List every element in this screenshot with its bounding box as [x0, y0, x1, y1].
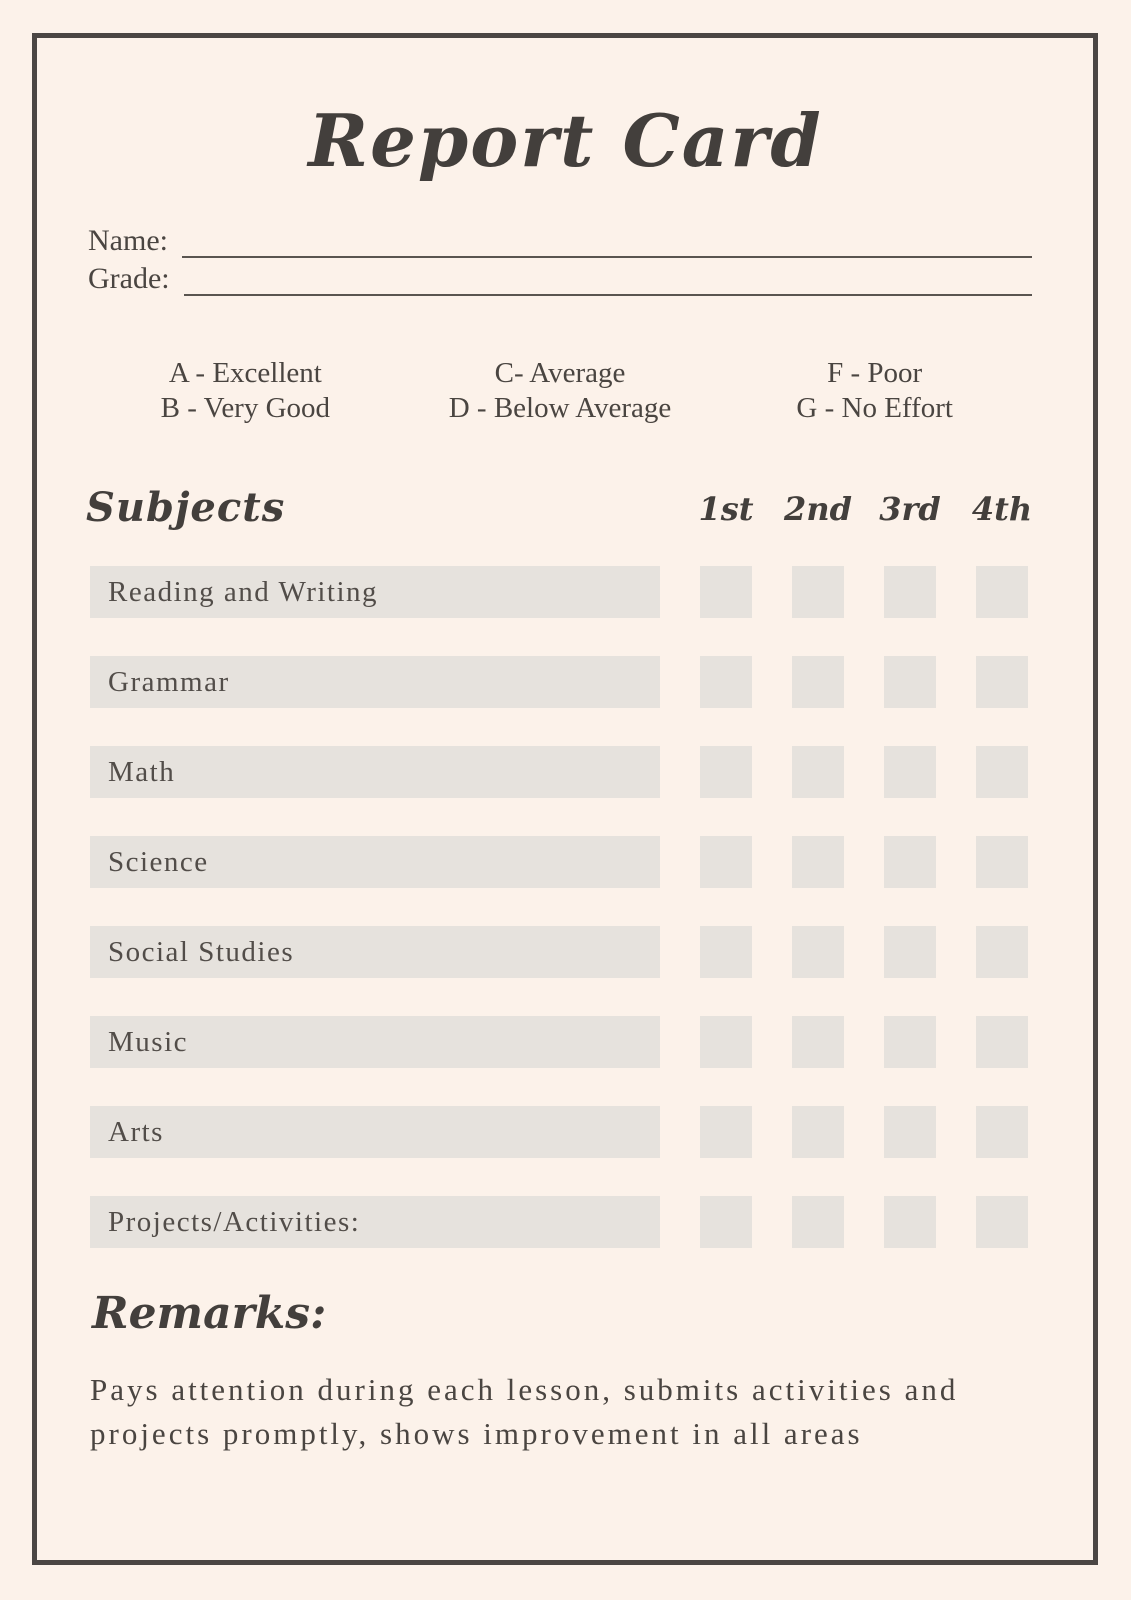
subject-row [90, 836, 660, 888]
quarter-header-2nd: 2nd [784, 490, 852, 528]
subject-label: Math [108, 755, 176, 788]
grade-cell[interactable] [700, 656, 752, 708]
legend-line: D - Below Average [448, 392, 672, 424]
grading-legend [88, 356, 1032, 426]
subject-label: Science [108, 845, 209, 878]
legend-line: A - Excellent [168, 357, 322, 389]
legend-column-cd [403, 356, 718, 426]
subject-row [90, 566, 660, 618]
grade-cell[interactable] [792, 1196, 844, 1248]
subject-label: Music [108, 1025, 188, 1058]
grade-cell[interactable] [976, 1106, 1028, 1158]
quarter-header-3rd: 3rd [879, 490, 941, 528]
grade-cell[interactable] [976, 1196, 1028, 1248]
grade-cell[interactable] [884, 1106, 936, 1158]
legend-line: G - No Effort [796, 392, 953, 424]
subject-row [90, 926, 660, 978]
name-field-row [88, 222, 1032, 258]
subjects-column-header: Subjects [86, 484, 286, 531]
subject-label: Social Studies [108, 935, 295, 968]
subject-label: Grammar [108, 665, 230, 698]
grade-cell[interactable] [792, 1016, 844, 1068]
grade-cell[interactable] [792, 836, 844, 888]
grade-cell[interactable] [884, 1016, 936, 1068]
grade-cell[interactable] [700, 1016, 752, 1068]
legend-line: B - Very Good [160, 392, 331, 424]
grade-cell[interactable] [884, 656, 936, 708]
legend-line: C- Average [494, 357, 626, 389]
page-title: Report Card [308, 98, 823, 183]
grade-cell[interactable] [700, 1196, 752, 1248]
subject-label: Reading and Writing [108, 575, 379, 608]
grade-cell[interactable] [884, 746, 936, 798]
subject-label: Arts [108, 1115, 164, 1148]
legend-column-fg [717, 356, 1032, 426]
grade-field-row [88, 260, 1032, 296]
subject-row [90, 746, 660, 798]
grade-cell[interactable] [792, 656, 844, 708]
grade-cell[interactable] [884, 926, 936, 978]
remarks-text: Pays attention during each lesson, submits activities and projects promptly, shows improvement in all areas [90, 1372, 959, 1451]
grade-cell[interactable] [700, 1106, 752, 1158]
grade-cell[interactable] [700, 926, 752, 978]
remarks-heading: Remarks: [92, 1288, 327, 1339]
grade-input-line[interactable] [184, 262, 1032, 296]
subject-row [90, 656, 660, 708]
grade-cell[interactable] [884, 1196, 936, 1248]
subject-row [90, 1196, 660, 1248]
grade-cell[interactable] [792, 746, 844, 798]
grade-cell[interactable] [976, 926, 1028, 978]
grade-cell[interactable] [792, 1106, 844, 1158]
grade-cell[interactable] [976, 656, 1028, 708]
subject-label: Projects/Activities: [108, 1205, 361, 1238]
grade-cell[interactable] [700, 566, 752, 618]
name-input-line[interactable] [182, 224, 1032, 258]
name-label: Name: [88, 224, 168, 257]
grade-cell[interactable] [976, 836, 1028, 888]
subject-row [90, 1016, 660, 1068]
grade-cell[interactable] [884, 566, 936, 618]
quarter-header-4th: 4th [971, 490, 1033, 528]
grade-label: Grade: [88, 262, 170, 295]
grade-cell[interactable] [792, 566, 844, 618]
grade-cell[interactable] [976, 566, 1028, 618]
grade-cell[interactable] [700, 746, 752, 798]
quarter-header-1st: 1st [698, 490, 754, 528]
grade-cell[interactable] [976, 746, 1028, 798]
legend-column-ab [88, 356, 403, 426]
legend-line: F - Poor [827, 357, 923, 389]
subject-row [90, 1106, 660, 1158]
grade-cell[interactable] [976, 1016, 1028, 1068]
grade-cell[interactable] [884, 836, 936, 888]
grade-cell[interactable] [700, 836, 752, 888]
grade-cell[interactable] [792, 926, 844, 978]
